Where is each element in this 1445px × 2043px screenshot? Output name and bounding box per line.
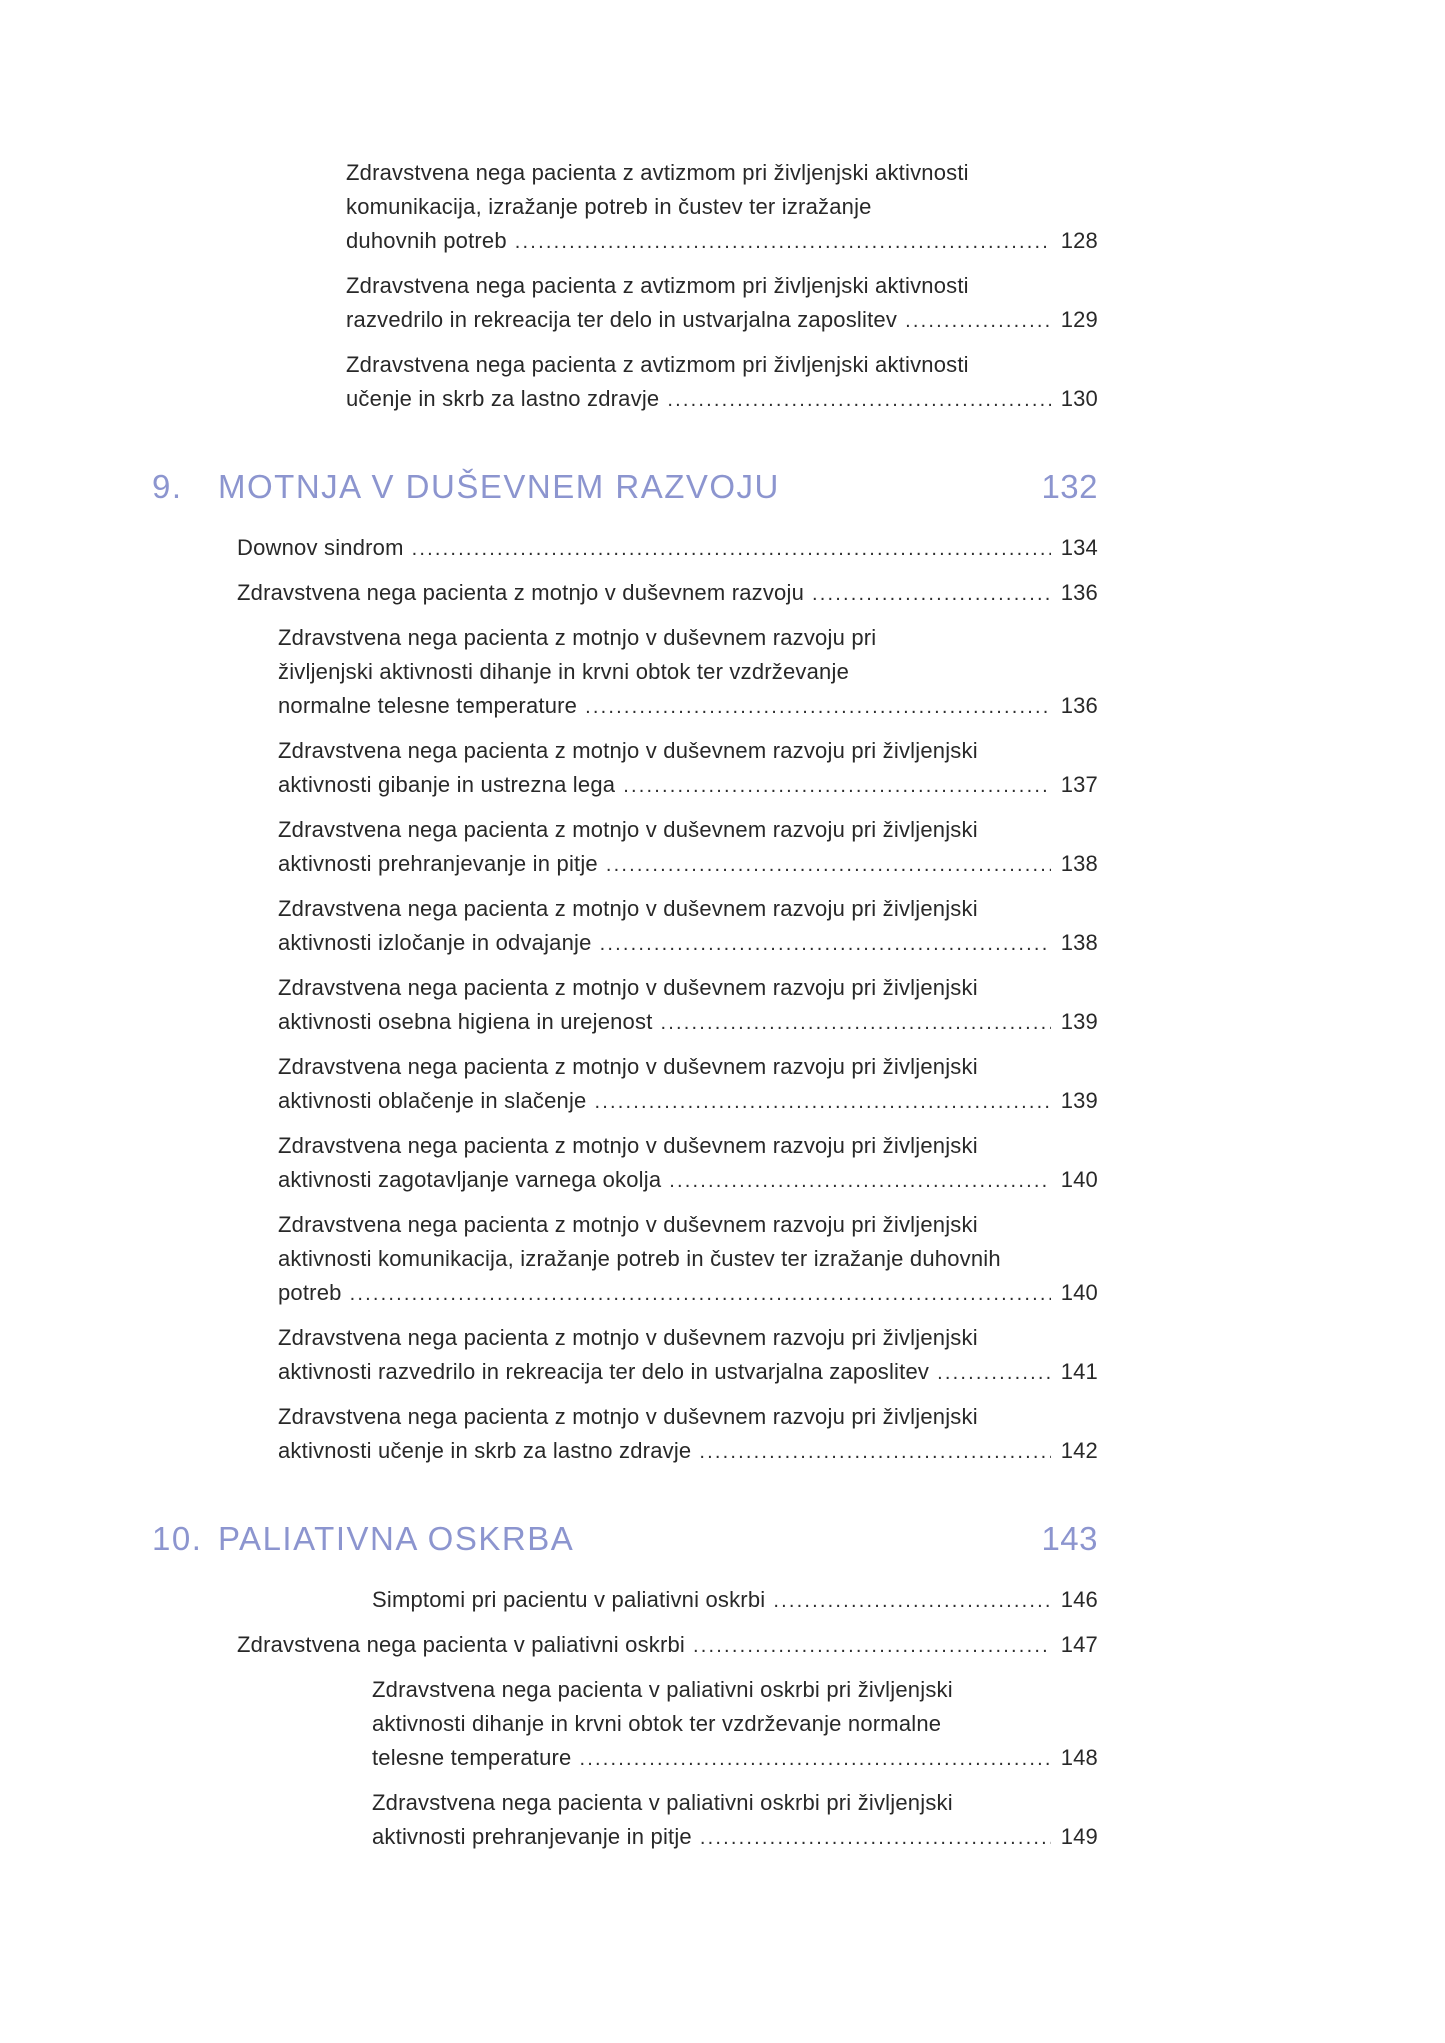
toc-entry: [152, 269, 1098, 338]
page-number: 139: [1060, 1088, 1098, 1113]
toc-entry-line: [278, 768, 1098, 803]
toc-entry-line: Zdravstvena nega pacienta z motnjo v duševnem razvoju pri življenjski: [278, 975, 978, 1000]
dot-leader: [669, 1164, 1050, 1198]
dot-leader: [350, 1277, 1051, 1311]
page-number: 137: [1060, 772, 1098, 797]
toc-entry-line: [237, 531, 1098, 566]
toc-entry: [152, 156, 1098, 259]
page-number: 141: [1060, 1359, 1098, 1384]
toc-entry-line: življenjski aktivnosti dihanje in krvni obtok ter vzdrževanje: [278, 659, 850, 684]
toc-entry-text: duhovnih potreb: [346, 228, 507, 253]
toc-entry: [152, 1321, 1098, 1390]
toc-entry: [152, 1673, 1098, 1776]
toc-entry-text: normalne telesne temperature: [278, 693, 578, 718]
toc-entry: [152, 1786, 1098, 1855]
toc-entry: [152, 1400, 1098, 1469]
dot-leader: [773, 1584, 1050, 1618]
toc-entry-line: aktivnosti dihanje in krvni obtok ter vzdrževanje normalne: [372, 1711, 942, 1736]
toc-entry-line: Zdravstvena nega pacienta z motnjo v duševnem razvoju pri življenjski: [278, 817, 978, 842]
toc-entry-line: [346, 382, 1098, 417]
toc-entry-text: učenje in skrb za lastno zdravje: [346, 386, 660, 411]
toc-entry-text: telesne temperature: [372, 1745, 572, 1770]
toc-entry-line: [237, 1628, 1098, 1663]
page-number: 140: [1060, 1280, 1098, 1305]
toc-entry-line: Zdravstvena nega pacienta z avtizmom pri življenjski aktivnosti: [346, 273, 969, 298]
page-number: 138: [1060, 851, 1098, 876]
section-number: 10.: [152, 1520, 203, 1557]
section-number: 9.: [152, 468, 183, 505]
toc-entry: [152, 531, 1098, 566]
toc-entry-line: [278, 1005, 1098, 1040]
dot-leader: [693, 1629, 1051, 1663]
toc-entry-line: [237, 576, 1098, 611]
toc-entry-text: aktivnosti zagotavljanje varnega okolja: [278, 1167, 662, 1192]
toc-entry-line: [372, 1583, 1098, 1618]
toc-entry-text: aktivnosti prehranjevanje in pitje: [372, 1824, 692, 1849]
toc-entry-line: Zdravstvena nega pacienta z motnjo v duševnem razvoju pri življenjski: [278, 1404, 978, 1429]
dot-leader: [606, 848, 1051, 882]
dot-leader: [667, 383, 1050, 417]
page-number: 130: [1060, 386, 1098, 411]
page-number: 148: [1060, 1745, 1098, 1770]
dot-leader: [812, 577, 1051, 611]
page-number: 139: [1060, 1009, 1098, 1034]
toc-entry-text: potreb: [278, 1280, 342, 1305]
toc-entry: [152, 1050, 1098, 1119]
toc-entry-line: [278, 926, 1098, 961]
toc-entry-text: aktivnosti oblačenje in slačenje: [278, 1088, 587, 1113]
page-number: 129: [1060, 307, 1098, 332]
toc-entry-text: aktivnosti prehranjevanje in pitje: [278, 851, 598, 876]
page-number: 146: [1060, 1587, 1098, 1612]
toc-entry: [152, 1583, 1098, 1618]
dot-leader: [585, 690, 1051, 724]
section-page-number: 132: [1041, 468, 1098, 505]
section-heading: [152, 1517, 1098, 1561]
toc-entry: [152, 576, 1098, 611]
toc-entry-line: [372, 1741, 1098, 1776]
section-heading: [152, 465, 1098, 509]
toc-entry-text: aktivnosti razvedrilo in rekreacija ter delo in ustvarjalna zaposlitev: [278, 1359, 930, 1384]
page-number: 149: [1060, 1824, 1098, 1849]
toc-entry-line: [278, 1084, 1098, 1119]
toc-entry-line: Zdravstvena nega pacienta v paliativni oskrbi pri življenjski: [372, 1677, 953, 1702]
toc-entry-text: aktivnosti osebna higiena in urejenost: [278, 1009, 653, 1034]
toc-entry: [152, 621, 1098, 724]
dot-leader: [594, 1085, 1050, 1119]
page-number: 136: [1060, 693, 1098, 718]
page-number: 140: [1060, 1167, 1098, 1192]
page-number: 136: [1060, 580, 1098, 605]
dot-leader: [905, 304, 1051, 338]
toc-entry-text: aktivnosti učenje in skrb za lastno zdravje: [278, 1438, 692, 1463]
page-number: 147: [1060, 1632, 1098, 1657]
dot-leader: [579, 1742, 1050, 1776]
toc-entry-text: aktivnosti izločanje in odvajanje: [278, 930, 592, 955]
toc-entry: [152, 734, 1098, 803]
page-number: 134: [1060, 535, 1098, 560]
toc-entry: [152, 971, 1098, 1040]
toc-entry-line: [278, 1355, 1098, 1390]
toc-page: [152, 0, 1098, 1855]
toc-entry-line: [278, 847, 1098, 882]
section-title: PALIATIVNA OSKRBA: [218, 1520, 575, 1557]
toc-entry: [152, 1628, 1098, 1663]
toc-entry-line: [278, 1276, 1098, 1311]
toc-entry-line: Zdravstvena nega pacienta z motnjo v duševnem razvoju pri življenjski: [278, 896, 978, 921]
toc-entry-line: Zdravstvena nega pacienta v paliativni oskrbi pri življenjski: [372, 1790, 953, 1815]
toc-entry-line: Zdravstvena nega pacienta z motnjo v duševnem razvoju pri življenjski: [278, 738, 978, 763]
toc-entry-line: Zdravstvena nega pacienta z motnjo v duševnem razvoju pri življenjski: [278, 1133, 978, 1158]
section-title: MOTNJA V DUŠEVNEM RAZVOJU: [218, 468, 780, 505]
toc-entry-line: [372, 1820, 1098, 1855]
toc-entry-text: Zdravstvena nega pacienta z motnjo v duševnem razvoju: [237, 580, 805, 605]
table-of-contents: [152, 156, 1098, 1855]
toc-entry-text: Zdravstvena nega pacienta v paliativni oskrbi: [237, 1632, 686, 1657]
toc-entry-line: Zdravstvena nega pacienta z motnjo v duševnem razvoju pri življenjski: [278, 1212, 978, 1237]
page-number: 138: [1060, 930, 1098, 955]
toc-entry-line: [278, 689, 1098, 724]
toc-entry-text: aktivnosti gibanje in ustrezna lega: [278, 772, 616, 797]
toc-entry-text: Downov sindrom: [237, 535, 404, 560]
toc-entry-line: Zdravstvena nega pacienta z avtizmom pri življenjski aktivnosti: [346, 352, 969, 377]
toc-entry-line: [346, 303, 1098, 338]
toc-entry-line: [278, 1163, 1098, 1198]
toc-entry-line: Zdravstvena nega pacienta z motnjo v duševnem razvoju pri življenjski: [278, 1054, 978, 1079]
toc-entry-line: Zdravstvena nega pacienta z motnjo v duševnem razvoju pri: [278, 625, 877, 650]
dot-leader: [937, 1356, 1051, 1390]
toc-entry-line: aktivnosti komunikacija, izražanje potreb in čustev ter izražanje duhovnih: [278, 1246, 1001, 1271]
toc-entry: [152, 1129, 1098, 1198]
dot-leader: [515, 225, 1051, 259]
toc-entry: [152, 813, 1098, 882]
toc-entry-line: [346, 224, 1098, 259]
section-page-number: 143: [1041, 1520, 1098, 1557]
dot-leader: [600, 927, 1051, 961]
toc-entry-text: razvedrilo in rekreacija ter delo in ustvarjalna zaposlitev: [346, 307, 898, 332]
toc-entry: [152, 1208, 1098, 1311]
page-number: 128: [1060, 228, 1098, 253]
toc-entry-line: [278, 1434, 1098, 1469]
toc-entry: [152, 348, 1098, 417]
page-number: 142: [1060, 1438, 1098, 1463]
toc-entry-line: Zdravstvena nega pacienta z avtizmom pri življenjski aktivnosti: [346, 160, 969, 185]
dot-leader: [699, 1435, 1050, 1469]
dot-leader: [661, 1006, 1051, 1040]
dot-leader: [700, 1821, 1051, 1855]
toc-entry-line: Zdravstvena nega pacienta z motnjo v duševnem razvoju pri življenjski: [278, 1325, 978, 1350]
toc-entry-line: komunikacija, izražanje potreb in čustev ter izražanje: [346, 194, 872, 219]
dot-leader: [623, 769, 1050, 803]
toc-entry-text: Simptomi pri pacientu v paliativni oskrbi: [372, 1587, 766, 1612]
toc-entry: [152, 892, 1098, 961]
dot-leader: [412, 532, 1051, 566]
